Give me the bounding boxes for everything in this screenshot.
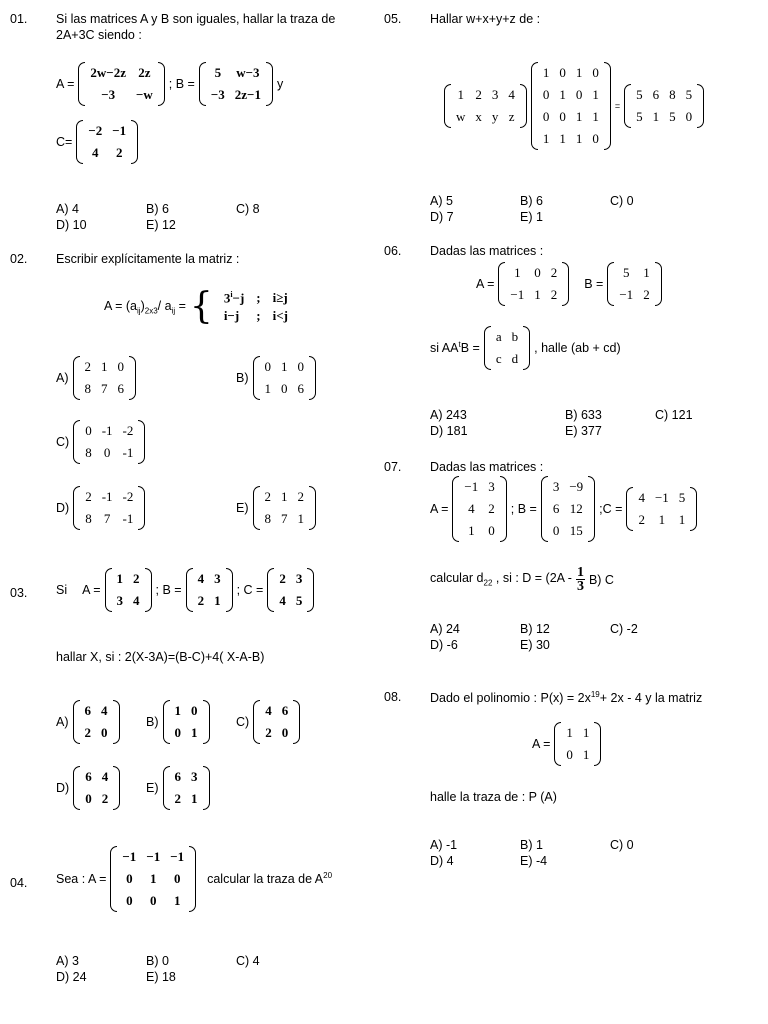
matrix-entry: 1: [652, 109, 660, 124]
matrix-b: [541, 476, 595, 542]
matrix-left: [444, 84, 527, 128]
problem-text: hallar X, si : 2(X-3A)=(B-C)+4( X-A-B): [56, 650, 265, 664]
matrix-entry: 1: [281, 489, 288, 504]
matrix-entry: 7: [103, 511, 111, 526]
matrix-middle: [531, 62, 611, 150]
matrix-entry: 12: [569, 501, 583, 516]
matrix-entry: 0: [191, 703, 198, 718]
matrix-entry: 1: [575, 131, 583, 146]
matrix-right: [624, 84, 704, 128]
matrix-entry: 3: [191, 769, 198, 784]
matrix-entry: 2: [84, 725, 91, 740]
matrix-entry: 2: [550, 287, 558, 302]
fraction: $\frac{1}{3}$: [576, 565, 584, 594]
matrix-entry: 2: [475, 87, 482, 102]
problem-text: halle la traza de : P (A): [430, 790, 557, 804]
matrix-entry: 1: [592, 109, 599, 124]
problem-text: Escribir explícitamente la matriz :: [56, 252, 240, 266]
matrix-entry: 4: [133, 593, 140, 608]
option: B) 6: [146, 202, 169, 216]
matrix-entry: y: [491, 109, 499, 124]
matrix-entry: 5: [678, 490, 686, 505]
matrix-entry: 5: [669, 109, 676, 124]
matrix-entry: 2: [197, 593, 205, 608]
matrix-b: [607, 262, 661, 306]
option: A) 6 4 2 0: [56, 700, 120, 744]
matrix-entry: 0: [488, 523, 495, 538]
matrix-entry: 0: [101, 725, 108, 740]
matrix-entry: 2: [85, 489, 92, 504]
matrix-entry: 0: [575, 87, 583, 102]
matrix-entry: 0: [685, 109, 693, 124]
problem-number: 06.: [384, 244, 402, 258]
problem-text: Dadas las matrices :: [430, 244, 544, 258]
matrix-b: [199, 62, 273, 106]
matrix-entry: 4: [638, 490, 645, 505]
matrix-entry: 0: [85, 423, 92, 438]
option: C) 0: [610, 838, 634, 852]
matrix-entry: 2: [550, 265, 558, 280]
matrix-entry: 1: [514, 265, 521, 280]
option: E) -4: [520, 854, 548, 868]
problem-text: Dado el polinomio : $P(x) = 2x^{19}+ 2x - 4$ y la matriz: [430, 690, 703, 706]
matrix-equation: 1 2 3 4 w x y z 1 0 1 0 0 1 0 1 0 0 1 1 1 1 1 0 = 5 6 8 5 5 1 5 0: [444, 62, 704, 150]
option: C) 4: [236, 954, 260, 968]
matrix-entry: 0: [542, 109, 550, 124]
option: A) 2 1 0 8 7 6: [56, 356, 136, 400]
matrix-entry: 1: [575, 65, 583, 80]
matrix-b: [186, 568, 233, 612]
matrix-entry: 1: [191, 725, 198, 740]
piecewise-cases: $3^i-j$ ; i≥j i−j ; i<j: [223, 290, 288, 324]
option: E) 18: [146, 970, 176, 984]
matrix-entry: 4: [197, 571, 205, 586]
matrix-entry: 5: [623, 265, 630, 280]
matrix-entry: 2: [133, 571, 140, 586]
option: C) 0: [610, 194, 634, 208]
matrix-entry: 1: [643, 265, 650, 280]
option: E) 6 3 2 1: [146, 766, 210, 810]
option: C) 121: [655, 408, 693, 422]
option-matrix: [163, 700, 210, 744]
matrix-entry: w−3: [236, 65, 260, 80]
matrix-entry: 0: [297, 359, 304, 374]
matrix-entry: −1: [112, 123, 127, 138]
matrix-entry: 1: [101, 359, 108, 374]
matrix-entry: 0: [126, 893, 133, 908]
option: B) 633: [565, 408, 602, 422]
matrix-entry: 2: [297, 489, 304, 504]
option: D) 2 -1 -2 8 7 -1: [56, 486, 145, 530]
matrix-entry: d: [511, 351, 519, 366]
matrix-c: [626, 487, 697, 531]
matrix-entry: c: [495, 351, 502, 366]
matrix-entry: 4: [279, 593, 286, 608]
matrix-entry: w: [456, 109, 466, 124]
option-matrix: [163, 766, 210, 810]
matrix-entry: 1: [678, 512, 686, 527]
option: E) 12: [146, 218, 176, 232]
matrix-entry: 5: [636, 87, 643, 102]
matrix-entry: 1: [592, 87, 599, 102]
matrix-group: A = −1 3 4 2 1 0 ; B = 3 −9 6 12 0 15 ;C = 4 −1 5 2 1 1: [430, 476, 697, 542]
matrix-entry: −1: [619, 287, 634, 302]
matrix-entry: 3: [214, 571, 221, 586]
matrix-entry: 1: [582, 725, 590, 740]
matrix-entry: z: [508, 109, 515, 124]
matrix-entry: 2w−2z: [90, 65, 126, 80]
matrix-entry: −3: [101, 87, 116, 102]
matrix-entry: 1: [559, 87, 566, 102]
option: D) 6 4 0 2: [56, 766, 120, 810]
option: D) 181: [430, 424, 468, 438]
option: E) 30: [520, 638, 550, 652]
matrix-entry: 0: [559, 65, 566, 80]
matrix-entry: 0: [542, 87, 550, 102]
option: C) -2: [610, 622, 638, 636]
matrix-entry: −1: [654, 490, 669, 505]
problem-text: Si las matrices A y B son iguales, hallar la traza de: [56, 12, 336, 26]
option: D) 24: [56, 970, 87, 984]
matrix-entry: 4: [468, 501, 475, 516]
option: B) 1: [520, 838, 543, 852]
matrix-entry: 1: [191, 791, 198, 806]
option: B) 12: [520, 622, 550, 636]
matrix-entry: 0: [173, 871, 181, 886]
matrix-group: A = 2w−2z 2z −3 −w ; B = 5 w−3 −3 2z−1 y: [56, 62, 283, 106]
matrix-a: [452, 476, 506, 542]
matrix-entry: −2: [88, 123, 103, 138]
matrix-entry: x: [475, 109, 482, 124]
matrix-entry: −1: [464, 479, 479, 494]
option: B) 1 0 0 1: [146, 700, 210, 744]
option: B) 0 1 0 1 0 6: [236, 356, 316, 400]
matrix-entry: 1: [534, 287, 541, 302]
matrix-entry: 3: [488, 479, 495, 494]
matrix-entry: 8: [85, 511, 92, 526]
problem-number: 01.: [10, 12, 28, 26]
matrix-entry: -1: [101, 423, 113, 438]
matrix-entry: 0: [592, 65, 599, 80]
option: C) 8: [236, 202, 260, 216]
option: C) 4 6 2 0: [236, 700, 300, 744]
option-matrix: [253, 486, 317, 530]
matrix-entry: 4: [508, 87, 515, 102]
problem-text: calcular $d_{22}$ , si : D = (2A - $\frac{1}{3}$ B) C: [430, 565, 614, 594]
matrix-entry: 3: [295, 571, 303, 586]
matrix-entry: 0: [117, 359, 124, 374]
option: E) 377: [565, 424, 602, 438]
matrix-entry: 6: [297, 381, 304, 396]
matrix-entry: 0: [103, 445, 111, 460]
problem-number: 07.: [384, 460, 402, 474]
option: A) 24: [430, 622, 460, 636]
matrix-entry: -1: [122, 445, 134, 460]
matrix-entry: 3: [552, 479, 560, 494]
option: E) 2 1 2 8 7 1: [236, 486, 316, 530]
matrix-a: [105, 568, 152, 612]
matrix-entry: 8: [85, 445, 92, 460]
problem-text: Dadas las matrices :: [430, 460, 544, 474]
option: D) 4: [430, 854, 454, 868]
option: D) 10: [56, 218, 87, 232]
option: D) -6: [430, 638, 458, 652]
matrix-entry: 7: [101, 381, 108, 396]
matrix-group: Sea : A = −1 −1 −1 0 1 0 0 0 1 calcular la traza de $A^{20}$: [56, 846, 332, 912]
matrix-entry: 2z: [138, 65, 151, 80]
matrix-entry: 8: [84, 381, 91, 396]
matrix-entry: −9: [569, 479, 584, 494]
matrix-entry: 0: [150, 893, 157, 908]
matrix-c: [267, 568, 314, 612]
matrix-entry: 4: [92, 145, 99, 160]
matrix-definition: $A = (a_{ij})_{2x3}/$ $a_{ij}$ = { $3^i-j$ ; i≥j i−j ; i<j: [104, 288, 295, 326]
matrix-entry: 6: [84, 703, 91, 718]
matrix-entry: 2: [264, 489, 271, 504]
matrix-entry: 6: [85, 769, 92, 784]
matrix-entry: 6: [652, 87, 660, 102]
matrix-entry: 2: [488, 501, 495, 516]
matrix-group: C= −2 −1 4 2: [56, 120, 138, 164]
option-matrix: [253, 700, 300, 744]
matrix-entry: 1: [582, 747, 590, 762]
matrix-entry: 5: [685, 87, 693, 102]
problem-text: Hallar w+x+y+z de :: [430, 12, 541, 26]
matrix-a: [554, 722, 601, 766]
option-matrix: [73, 766, 120, 810]
matrix-entry: 0: [534, 265, 541, 280]
matrix-entry: 4: [265, 703, 272, 718]
matrix-entry: 2: [101, 791, 109, 806]
matrix-entry: 0: [559, 109, 566, 124]
option: C) 0 -1 -2 8 0 -1: [56, 420, 145, 464]
option-matrix: [73, 420, 145, 464]
matrix-entry: 15: [569, 523, 583, 538]
matrix-entry: 6: [117, 381, 124, 396]
matrix-group: Si A = 1 2 3 4 ; B = 4 3 2 1 ; C = 2 3 4 5: [56, 568, 314, 612]
option: D) 7: [430, 210, 454, 224]
option: A) 5: [430, 194, 453, 208]
matrix-entry: 7: [281, 511, 288, 526]
matrix-entry: 1: [297, 511, 304, 526]
matrix-entry: 1: [575, 109, 583, 124]
matrix-entry: 4: [101, 769, 109, 784]
matrix-group: si $AA^tB$ = a b c d , halle (ab + cd): [430, 326, 621, 370]
matrix-entry: 2: [643, 287, 650, 302]
matrix-entry: 2: [279, 571, 286, 586]
matrix-entry: 8: [264, 511, 271, 526]
matrix-entry: 1: [281, 359, 288, 374]
option: B) 6: [520, 194, 543, 208]
matrix-entry: 0: [264, 359, 271, 374]
matrix-a: [498, 262, 569, 306]
matrix-entry: -2: [122, 489, 134, 504]
option-matrix: [73, 700, 120, 744]
matrix-entry: 1: [559, 131, 566, 146]
problem-text: 2A+3C siendo :: [56, 28, 142, 42]
matrix-entry: 1: [150, 871, 157, 886]
matrix-entry: -1: [122, 511, 134, 526]
matrix-entry: 2z−1: [234, 87, 261, 102]
matrix-entry: 0: [281, 725, 289, 740]
matrix-entry: 0: [85, 791, 92, 806]
problem-number: 02.: [10, 252, 28, 266]
problem-number: 08.: [384, 690, 402, 704]
matrix-entry: 3: [491, 87, 499, 102]
matrix-group: A = 1 0 2 −1 1 2 B = 5 1 −1 2: [476, 262, 662, 306]
matrix-entry: 1: [116, 571, 123, 586]
matrix-entry: −3: [210, 87, 225, 102]
matrix-entry: −1: [510, 287, 525, 302]
matrix-group: A = 1 1 0 1: [532, 722, 601, 766]
matrix-entry: −1: [146, 849, 161, 864]
matrix-entry: 2: [174, 791, 181, 806]
matrix-entry: 1: [468, 523, 475, 538]
option: B) 0: [146, 954, 169, 968]
matrix-a: [110, 846, 196, 912]
matrix-c: [76, 120, 138, 164]
matrix-a: [78, 62, 164, 106]
matrix-entry: 1: [566, 725, 573, 740]
matrix-entry: 2: [84, 359, 91, 374]
problem-number: 05.: [384, 12, 402, 26]
matrix-entry: a: [495, 329, 502, 344]
matrix-entry: 6: [552, 501, 560, 516]
matrix-entry: 1: [173, 893, 181, 908]
matrix-entry: 1: [457, 87, 464, 102]
option: E) 1: [520, 210, 543, 224]
option-matrix: [73, 486, 145, 530]
matrix-entry: −1: [170, 849, 185, 864]
matrix-entry: 2: [638, 512, 645, 527]
matrix-entry: 1: [658, 512, 666, 527]
matrix-entry: 2: [115, 145, 123, 160]
matrix-abcd: [484, 326, 530, 370]
matrix-entry: 0: [552, 523, 560, 538]
option: A) -1: [430, 838, 458, 852]
matrix-entry: 6: [281, 703, 289, 718]
matrix-entry: 0: [281, 381, 288, 396]
matrix-entry: b: [511, 329, 519, 344]
matrix-entry: 1: [542, 131, 550, 146]
problem-number: 03.: [10, 586, 28, 600]
problem-number: 04.: [10, 876, 28, 890]
matrix-entry: 0: [566, 747, 573, 762]
matrix-entry: 5: [636, 109, 643, 124]
matrix-entry: 6: [174, 769, 181, 784]
matrix-entry: 1: [214, 593, 221, 608]
matrix-entry: 1: [264, 381, 271, 396]
option: A) 3: [56, 954, 79, 968]
matrix-entry: -1: [101, 489, 113, 504]
matrix-entry: 5: [295, 593, 303, 608]
matrix-entry: 5: [214, 65, 222, 80]
matrix-entry: 0: [592, 131, 599, 146]
option: A) 4: [56, 202, 79, 216]
matrix-entry: 1: [174, 703, 181, 718]
matrix-entry: 8: [669, 87, 676, 102]
matrix-entry: −w: [136, 87, 153, 102]
matrix-entry: -2: [122, 423, 134, 438]
matrix-entry: −1: [122, 849, 137, 864]
matrix-entry: 1: [542, 65, 550, 80]
option-matrix: [253, 356, 317, 400]
option-matrix: [73, 356, 137, 400]
matrix-entry: 2: [265, 725, 272, 740]
matrix-entry: 0: [174, 725, 181, 740]
matrix-entry: 0: [126, 871, 133, 886]
matrix-entry: 3: [116, 593, 123, 608]
option: A) 243: [430, 408, 467, 422]
matrix-entry: 4: [101, 703, 108, 718]
